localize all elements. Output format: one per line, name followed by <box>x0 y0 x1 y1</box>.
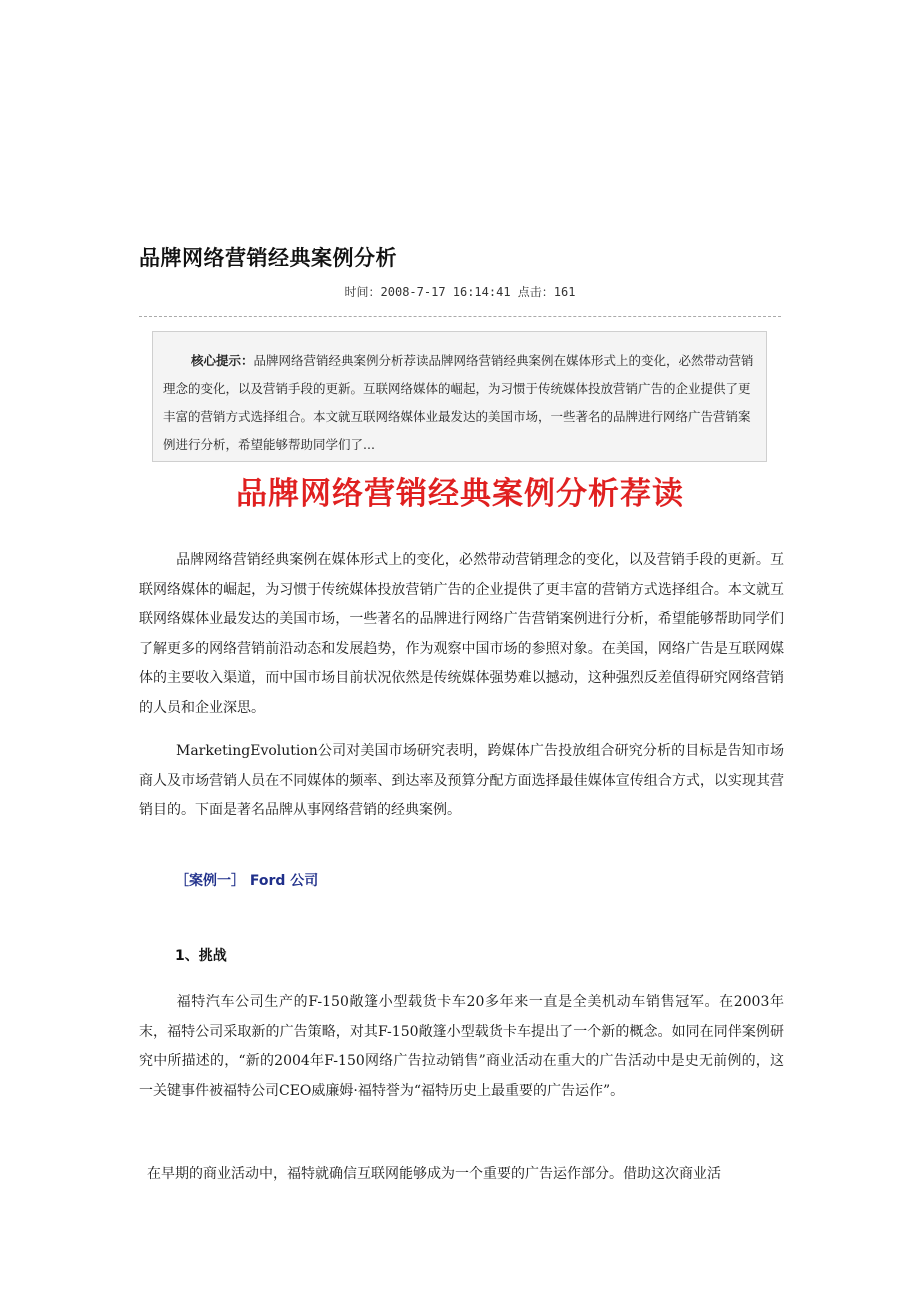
paragraph-1-text: 品牌网络营销经典案例在媒体形式上的变化，必然带动营销理念的变化，以及营销手段的更新。互联网络媒体的崛起，为习惯于传统媒体投放营销广告的企业提供了更丰富的营销方式选择组合。本文就互联网络媒体业最发达的美国市场，一些著名的品牌进行网络广告营销案例进行分析，希望能够帮助同学们了解更多的网络营销前沿动态和发展趋势，作为观察中国市场的参照对象。在美国，网络广告是互联网媒体的主要收入渠道，而中国市场目前状况依然是传统媒体强势难以撼动，这种强烈反差值得研究网络营销的人员和企业深思。 <box>139 552 784 716</box>
summary-label: 核心提示： <box>191 353 254 368</box>
summary-text: 品牌网络营销经典案例分析荐读品牌网络营销经典案例在媒体形式上的变化，必然带动营销理念的变化，以及营销手段的更新。互联网络媒体的崛起，为习惯于传统媒体投放营销广告的企业提供了更丰富的营销方式选择组合。本文就互联网络媒体业最发达的美国市场，一些著名的品牌进行网络广告营销案例进行分析，希望能够帮助同学们了... <box>163 353 754 452</box>
body-paragraph-3 <box>139 988 784 1106</box>
article-meta <box>0 283 920 300</box>
red-section-title: 品牌网络营销经典案例分析荐读 <box>236 476 684 512</box>
body-paragraph-4 <box>139 1160 784 1190</box>
summary-box <box>152 331 767 462</box>
article-title: 品牌网络营销经典案例分析 <box>139 246 397 270</box>
paragraph-3-text: 福特汽车公司生产的F-150敞篷小型载货卡车20多年来一直是全美机动车销售冠军。在2003年末，福特公司采取新的广告策略，对其F-150敞篷小型载货卡车提出了一个新的概念。如同在同伴案例研究中所描述的，“新的2004年F-150网络广告拉动销售”商业活动在重大的广告活动中是史无前例的，这一关键事件被福特公司CEO威廉姆·福特誉为“福特历史上最重要的广告运作”。 <box>139 994 784 1099</box>
body-paragraph-1 <box>139 546 784 723</box>
paragraph-2-text: MarketingEvolution公司对美国市场研究表明，跨媒体广告投放组合研究分析的目标是告知市场商人及市场营销人员在不同媒体的频率、到达率及预算分配方面选择最佳媒体宣传组合方式，以实现其营销目的。下面是著名品牌从事网络营销的经典案例。 <box>139 743 784 818</box>
body-paragraph-2 <box>139 737 784 826</box>
section-heading: 1、挑战 <box>175 948 227 964</box>
case-heading: ［案例一］ Ford 公司 <box>175 873 319 889</box>
paragraph-4-text: 在早期的商业活动中，福特就确信互联网能够成为一个重要的广告运作部分。借助这次商业活 <box>147 1166 721 1182</box>
dashed-divider <box>139 316 781 317</box>
article-meta-text: 时间：2008-7-17 16:14:41 点击：161 <box>344 285 576 299</box>
